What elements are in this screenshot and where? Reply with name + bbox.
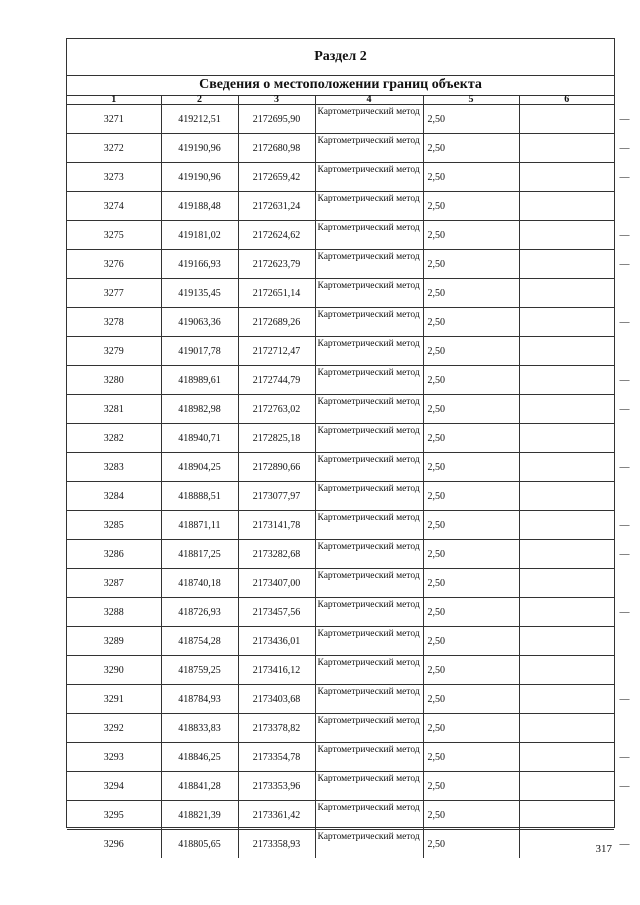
y-coordinate-cell: 2173457,56 xyxy=(238,598,315,627)
y-coordinate-cell: 2172825,18 xyxy=(238,424,315,453)
accuracy-cell: 2,50 xyxy=(423,540,519,569)
x-coordinate-cell: 418754,28 xyxy=(161,627,238,656)
description-cell xyxy=(519,192,614,221)
method-cell: Картометрический метод xyxy=(315,830,423,859)
description-cell xyxy=(519,627,614,656)
description-cell: — xyxy=(519,250,614,279)
table-row xyxy=(67,192,614,221)
table-row xyxy=(67,685,614,714)
point-number-cell: 3272 xyxy=(67,134,161,163)
accuracy-cell: 2,50 xyxy=(423,337,519,366)
description-cell: — xyxy=(519,743,614,772)
table-row xyxy=(67,801,614,830)
description-cell: — xyxy=(519,221,614,250)
y-coordinate-cell: 2172763,02 xyxy=(238,395,315,424)
method-cell: Картометрический метод xyxy=(315,279,423,308)
point-number-cell: 3293 xyxy=(67,743,161,772)
point-number-cell: 3275 xyxy=(67,221,161,250)
y-coordinate-cell: 2172744,79 xyxy=(238,366,315,395)
table-row xyxy=(67,830,614,859)
accuracy-cell: 2,50 xyxy=(423,163,519,192)
point-number-cell: 3274 xyxy=(67,192,161,221)
table-row xyxy=(67,279,614,308)
accuracy-cell: 2,50 xyxy=(423,482,519,511)
table-body xyxy=(67,105,630,859)
y-coordinate-cell: 2172631,24 xyxy=(238,192,315,221)
accuracy-cell: 2,50 xyxy=(423,598,519,627)
y-coordinate-cell: 2173436,01 xyxy=(238,627,315,656)
method-cell: Картометрический метод xyxy=(315,337,423,366)
accuracy-cell: 2,50 xyxy=(423,830,519,859)
x-coordinate-cell: 419135,45 xyxy=(161,279,238,308)
method-cell: Картометрический метод xyxy=(315,772,423,801)
method-cell: Картометрический метод xyxy=(315,105,423,134)
x-coordinate-cell: 419166,93 xyxy=(161,250,238,279)
description-cell: — xyxy=(519,830,614,859)
point-number-cell: 3292 xyxy=(67,714,161,743)
accuracy-cell: 2,50 xyxy=(423,743,519,772)
accuracy-cell: 2,50 xyxy=(423,569,519,598)
description-cell: — xyxy=(519,395,614,424)
page-number: 317 xyxy=(595,843,612,855)
y-coordinate-cell: 2173282,68 xyxy=(238,540,315,569)
x-coordinate-cell: 419190,96 xyxy=(161,134,238,163)
x-coordinate-cell: 418784,93 xyxy=(161,685,238,714)
point-number-cell: 3286 xyxy=(67,540,161,569)
table-row xyxy=(67,163,614,192)
description-cell: — xyxy=(519,105,614,134)
table-row xyxy=(67,714,614,743)
point-number-cell: 3279 xyxy=(67,337,161,366)
col-header-5: 5 xyxy=(423,95,519,105)
x-coordinate-cell: 418759,25 xyxy=(161,656,238,685)
table-row xyxy=(67,627,614,656)
table-row xyxy=(67,511,614,540)
method-cell: Картометрический метод xyxy=(315,192,423,221)
table-row xyxy=(67,308,614,337)
x-coordinate-cell: 418817,25 xyxy=(161,540,238,569)
method-cell: Картометрический метод xyxy=(315,743,423,772)
point-number-cell: 3285 xyxy=(67,511,161,540)
accuracy-cell: 2,50 xyxy=(423,395,519,424)
point-number-cell: 3271 xyxy=(67,105,161,134)
table-row xyxy=(67,250,614,279)
method-cell: Картометрический метод xyxy=(315,801,423,830)
x-coordinate-cell: 418841,28 xyxy=(161,772,238,801)
method-cell: Картометрический метод xyxy=(315,714,423,743)
method-cell: Картометрический метод xyxy=(315,598,423,627)
y-coordinate-cell: 2172623,79 xyxy=(238,250,315,279)
table-row xyxy=(67,540,614,569)
method-cell: Картометрический метод xyxy=(315,511,423,540)
accuracy-cell: 2,50 xyxy=(423,221,519,250)
point-number-cell: 3287 xyxy=(67,569,161,598)
table-row xyxy=(67,569,614,598)
y-coordinate-cell: 2172651,14 xyxy=(238,279,315,308)
y-coordinate-cell: 2173403,68 xyxy=(238,685,315,714)
point-number-cell: 3290 xyxy=(67,656,161,685)
accuracy-cell: 2,50 xyxy=(423,685,519,714)
point-number-cell: 3276 xyxy=(67,250,161,279)
method-cell: Картометрический метод xyxy=(315,134,423,163)
x-coordinate-cell: 419190,96 xyxy=(161,163,238,192)
description-cell xyxy=(519,424,614,453)
accuracy-cell: 2,50 xyxy=(423,134,519,163)
description-cell: — xyxy=(519,453,614,482)
x-coordinate-cell: 418904,25 xyxy=(161,453,238,482)
x-coordinate-cell: 418805,65 xyxy=(161,830,238,859)
description-cell: — xyxy=(519,366,614,395)
x-coordinate-cell: 419063,36 xyxy=(161,308,238,337)
y-coordinate-cell: 2173077,97 xyxy=(238,482,315,511)
col-header-3: 3 xyxy=(238,95,315,105)
accuracy-cell: 2,50 xyxy=(423,105,519,134)
y-coordinate-cell: 2173358,93 xyxy=(238,830,315,859)
y-coordinate-cell: 2173361,42 xyxy=(238,801,315,830)
x-coordinate-cell: 419017,78 xyxy=(161,337,238,366)
y-coordinate-cell: 2172624,62 xyxy=(238,221,315,250)
method-cell: Картометрический метод xyxy=(315,482,423,511)
point-number-cell: 3278 xyxy=(67,308,161,337)
point-number-cell: 3295 xyxy=(67,801,161,830)
col-header-2: 2 xyxy=(161,95,238,105)
point-number-cell: 3296 xyxy=(103,838,124,850)
y-coordinate-cell: 2172689,26 xyxy=(238,308,315,337)
table-row xyxy=(67,656,614,685)
section-title: Раздел 2 xyxy=(67,39,614,76)
table-row xyxy=(67,743,614,772)
method-cell: Картометрический метод xyxy=(315,453,423,482)
method-cell: Картометрический метод xyxy=(315,540,423,569)
table-row xyxy=(67,482,614,511)
table-row xyxy=(67,424,614,453)
x-coordinate-cell: 418940,71 xyxy=(161,424,238,453)
description-cell: — xyxy=(519,772,614,801)
table-row xyxy=(67,772,614,801)
method-cell: Картометрический метод xyxy=(315,395,423,424)
point-number-cell: 3280 xyxy=(67,366,161,395)
method-cell: Картометрический метод xyxy=(315,163,423,192)
description-cell: — xyxy=(519,308,614,337)
method-cell: Картометрический метод xyxy=(315,366,423,395)
point-number-cell: 3288 xyxy=(67,598,161,627)
method-cell: Картометрический метод xyxy=(315,656,423,685)
description-cell: — xyxy=(519,598,614,627)
point-number-cell: 3289 xyxy=(67,627,161,656)
x-coordinate-cell: 418982,98 xyxy=(161,395,238,424)
description-cell xyxy=(519,714,614,743)
accuracy-cell: 2,50 xyxy=(423,772,519,801)
point-number-cell: 3294 xyxy=(67,772,161,801)
y-coordinate-cell: 2173353,96 xyxy=(238,772,315,801)
description-cell xyxy=(519,337,614,366)
x-coordinate-cell: 418726,93 xyxy=(161,598,238,627)
col-header-1: 1 xyxy=(67,95,161,105)
x-coordinate-cell: 419188,48 xyxy=(161,192,238,221)
y-coordinate-cell: 2173416,12 xyxy=(238,656,315,685)
accuracy-cell: 2,50 xyxy=(423,192,519,221)
method-cell: Картометрический метод xyxy=(315,250,423,279)
method-cell: Картометрический метод xyxy=(315,221,423,250)
y-coordinate-cell: 2172695,90 xyxy=(238,105,315,134)
y-coordinate-cell: 2172680,98 xyxy=(238,134,315,163)
col-header-4: 4 xyxy=(315,95,423,105)
accuracy-cell: 2,50 xyxy=(423,656,519,685)
description-cell: — xyxy=(519,163,614,192)
description-cell: — xyxy=(519,540,614,569)
x-coordinate-cell: 418871,11 xyxy=(161,511,238,540)
method-cell: Картометрический метод xyxy=(315,308,423,337)
method-cell: Картометрический метод xyxy=(315,424,423,453)
col-header-6: 6 xyxy=(519,95,614,105)
accuracy-cell: 2,50 xyxy=(423,801,519,830)
description-cell: — xyxy=(519,511,614,540)
point-number-cell: 3273 xyxy=(67,163,161,192)
y-coordinate-cell: 2173407,00 xyxy=(238,569,315,598)
x-coordinate-cell: 419181,02 xyxy=(161,221,238,250)
description-cell: — xyxy=(519,134,614,163)
boundary-table xyxy=(67,94,630,858)
description-cell xyxy=(519,482,614,511)
accuracy-cell: 2,50 xyxy=(423,366,519,395)
table-row xyxy=(67,337,614,366)
table-row xyxy=(67,134,614,163)
accuracy-cell: 2,50 xyxy=(423,250,519,279)
point-number-cell: 3283 xyxy=(67,453,161,482)
method-cell: Картометрический метод xyxy=(315,569,423,598)
subsection-title: Сведения о местоположении границ объекта xyxy=(67,75,614,96)
x-coordinate-cell: 418846,25 xyxy=(161,743,238,772)
method-cell: Картометрический метод xyxy=(315,627,423,656)
y-coordinate-cell: 2172659,42 xyxy=(238,163,315,192)
accuracy-cell: 2,50 xyxy=(423,627,519,656)
x-coordinate-cell: 418740,18 xyxy=(161,569,238,598)
point-number-cell: 3282 xyxy=(67,424,161,453)
y-coordinate-cell: 2172890,66 xyxy=(238,453,315,482)
y-coordinate-cell: 2172712,47 xyxy=(238,337,315,366)
x-coordinate-cell: 418833,83 xyxy=(161,714,238,743)
point-number-cell: 3281 xyxy=(67,395,161,424)
header-row xyxy=(67,95,614,105)
description-cell: — xyxy=(519,685,614,714)
accuracy-cell: 2,50 xyxy=(423,424,519,453)
description-cell xyxy=(519,279,614,308)
description-cell xyxy=(519,801,614,830)
x-coordinate-cell: 418989,61 xyxy=(161,366,238,395)
description-cell xyxy=(519,656,614,685)
accuracy-cell: 2,50 xyxy=(423,453,519,482)
table-row xyxy=(67,453,614,482)
accuracy-cell: 2,50 xyxy=(423,511,519,540)
table-row xyxy=(67,598,614,627)
point-number-cell: 3291 xyxy=(67,685,161,714)
accuracy-cell: 2,50 xyxy=(423,279,519,308)
x-coordinate-cell: 419212,51 xyxy=(161,105,238,134)
y-coordinate-cell: 2173378,82 xyxy=(238,714,315,743)
point-number-cell: 3284 xyxy=(67,482,161,511)
table-row xyxy=(67,221,614,250)
method-cell: Картометрический метод xyxy=(315,685,423,714)
description-cell xyxy=(519,569,614,598)
y-coordinate-cell: 2173141,78 xyxy=(238,511,315,540)
accuracy-cell: 2,50 xyxy=(423,308,519,337)
point-number-cell: 3277 xyxy=(67,279,161,308)
x-coordinate-cell: 418888,51 xyxy=(161,482,238,511)
table-row xyxy=(67,105,614,134)
accuracy-cell: 2,50 xyxy=(423,714,519,743)
x-coordinate-cell: 418821,39 xyxy=(161,801,238,830)
y-coordinate-cell: 2173354,78 xyxy=(238,743,315,772)
table-row xyxy=(67,395,614,424)
table-row xyxy=(67,366,614,395)
